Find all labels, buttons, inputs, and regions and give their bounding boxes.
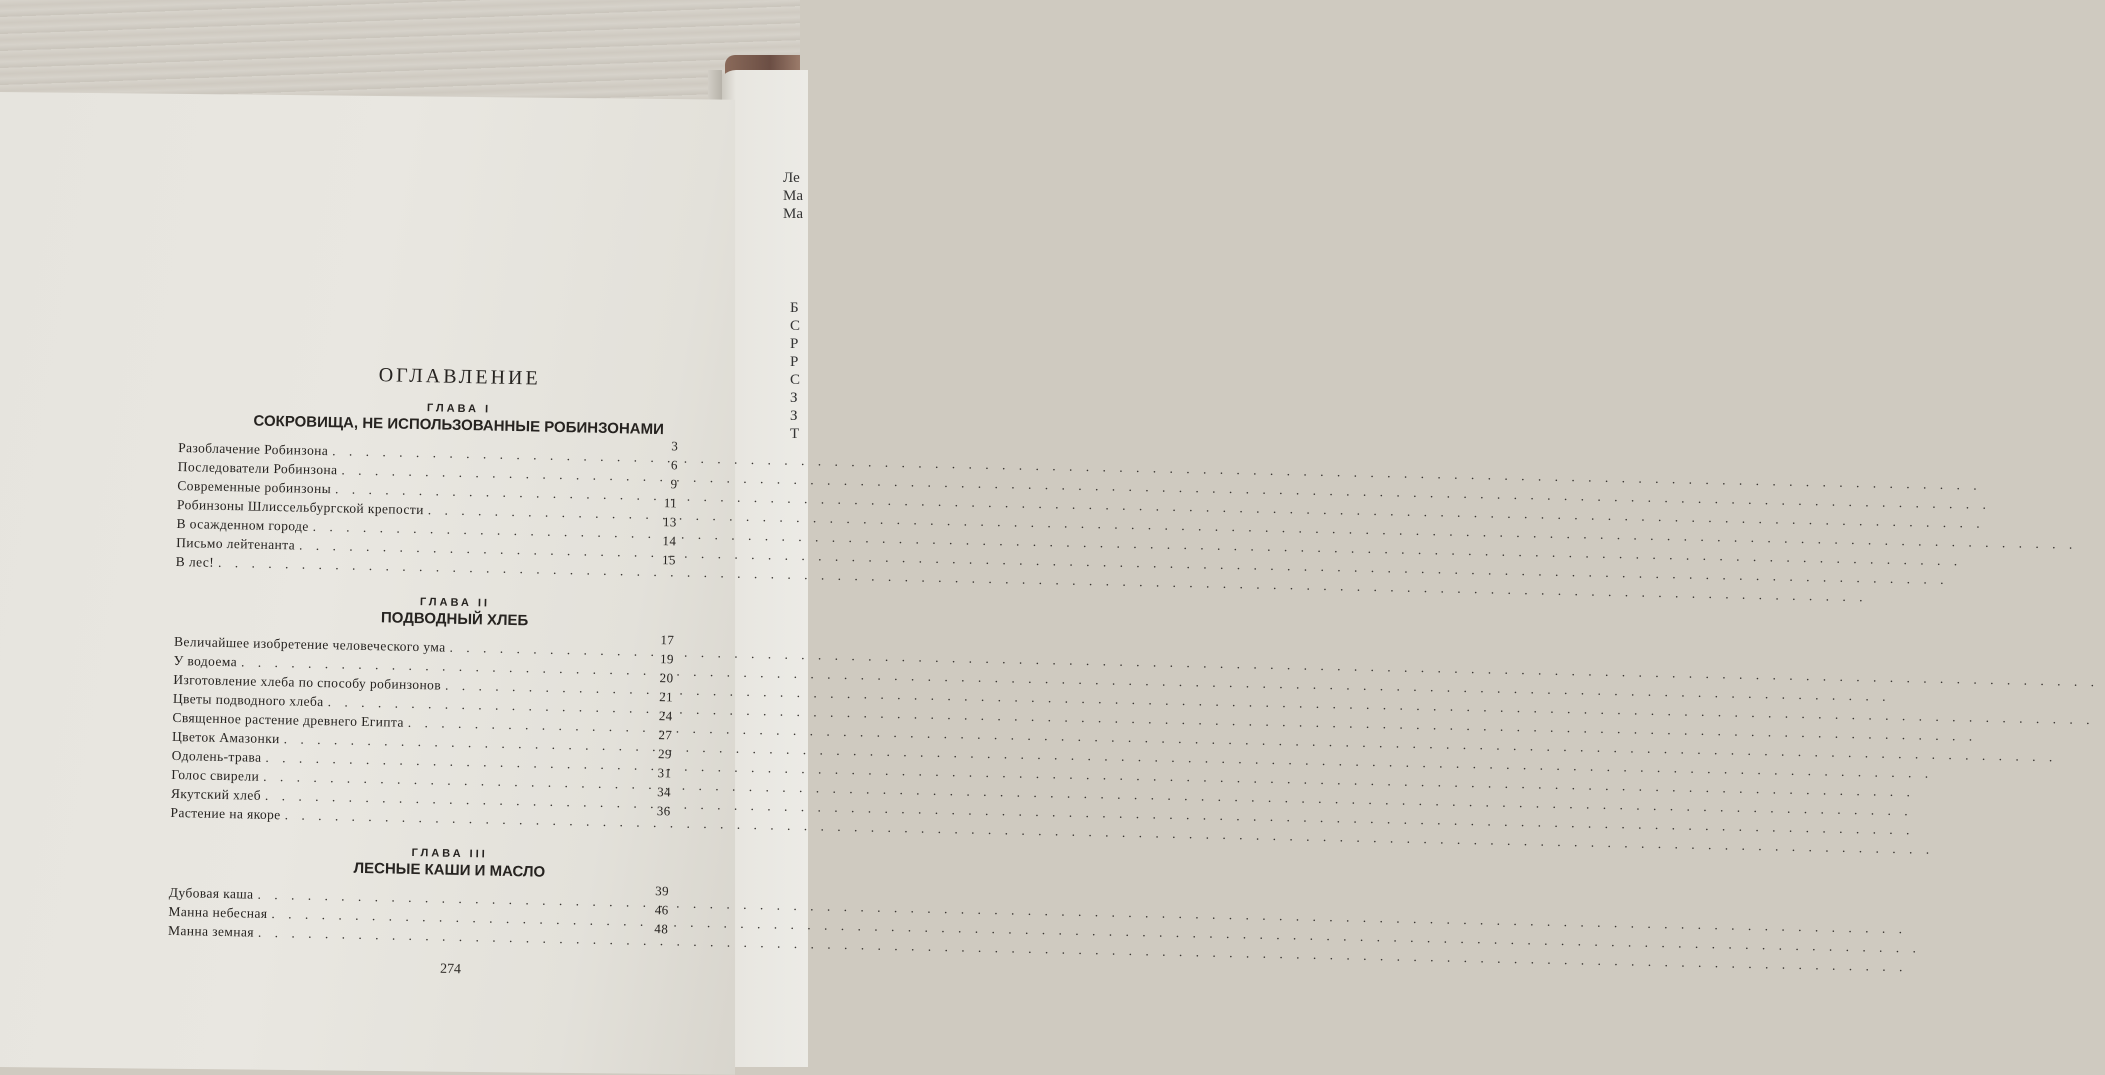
- facing-page-fragment: З: [790, 408, 798, 424]
- toc-entry-title: Современные робинзоны: [177, 477, 332, 497]
- page-number: 274: [439, 961, 462, 978]
- facing-page-fragment: С: [790, 318, 801, 334]
- table-of-contents: [167, 360, 719, 971]
- toc-entry-title: Голос свирели: [171, 766, 260, 784]
- chapter-title: ЛЕСНЫЕ КАШИ И МАСЛО: [353, 859, 546, 881]
- toc-entry-title: Робинзоны Шлиссельбургской крепости: [176, 496, 424, 518]
- toc-entry-title: Растение на якоре: [170, 804, 281, 823]
- chapter-label: ГЛАВА III: [411, 846, 488, 861]
- toc-entry-page: 29: [657, 746, 673, 762]
- toc-entry-title: Одолень-трава: [171, 747, 262, 765]
- chapter-3: [168, 842, 710, 953]
- toc-entry-page: 6: [670, 457, 679, 473]
- toc-entry-list: [170, 634, 714, 835]
- toc-entry-page: 19: [659, 651, 675, 667]
- facing-page-fragment: Р: [790, 336, 799, 352]
- toc-entry-page: 39: [655, 883, 670, 899]
- toc-entry-list: [176, 440, 719, 584]
- facing-page-fragment: Т: [790, 426, 800, 442]
- toc-entry-title: Величайшее изобретение человеческого ума: [173, 633, 446, 655]
- toc-entry-page: 36: [656, 803, 671, 819]
- toc-entry-title: Цветы подводного хлеба: [172, 690, 324, 710]
- facing-page-fragment: С: [790, 372, 801, 388]
- toc-entry-title: Священное растение древнего Египта: [172, 709, 405, 730]
- chapter-label: ГЛАВА II: [419, 596, 491, 610]
- toc-entry-page: 46: [654, 902, 669, 918]
- toc-entry-page: 11: [663, 495, 678, 511]
- toc-entry-page: 14: [662, 533, 677, 549]
- toc-entry-title: Последователи Робинзона: [177, 458, 338, 478]
- facing-page-fragment: Ле: [783, 170, 800, 186]
- facing-page-fragment: Ма: [783, 206, 803, 222]
- toc-entry-title: У водоема: [173, 652, 238, 670]
- toc-entry-page: 17: [660, 632, 675, 648]
- toc-entry-title: Манна небесная: [168, 903, 268, 921]
- toc-entry-page: 20: [659, 670, 674, 686]
- facing-page-fragment: З: [790, 390, 798, 406]
- toc-entry-page: 15: [661, 552, 677, 568]
- toc-entry-title: В лес!: [175, 553, 215, 570]
- chapter-label: ГЛАВА I: [426, 402, 492, 416]
- toc-entry-title: Письмо лейтенанта: [176, 534, 296, 553]
- toc-entry-title: Изготовление хлеба по способу робинзонов: [173, 671, 442, 693]
- toc-entry-page: 34: [657, 784, 672, 800]
- facing-page-fragment: Р: [790, 354, 799, 370]
- toc-entry-title: Дубовая каша: [168, 884, 254, 902]
- chapter-1: [176, 397, 720, 584]
- toc-entry-title: В осажденном городе: [176, 515, 309, 534]
- toc-entry-page: 24: [658, 708, 673, 724]
- chapter-2: [170, 591, 715, 835]
- toc-heading: ОГЛАВЛЕНИЕ: [378, 364, 541, 390]
- toc-entry-page: 48: [654, 921, 669, 937]
- toc-entry-page: 9: [670, 476, 678, 492]
- chapter-title: ПОДВОДНЫЙ ХЛЕБ: [380, 609, 529, 630]
- toc-entry-title: Цветок Амазонки: [171, 728, 280, 747]
- toc-entry-page: 31: [657, 765, 672, 781]
- toc-entry-page: 27: [658, 727, 673, 743]
- toc-entry-page: 13: [662, 514, 677, 530]
- toc-entry-list: [168, 885, 709, 953]
- toc-entry-title: Разоблачение Робинзона: [178, 439, 329, 459]
- facing-page-fragment: Ма: [783, 188, 803, 204]
- chapter-title: СОКРОВИЩА, НЕ ИСПОЛЬЗОВАННЫЕ РОБИНЗОНАМИ: [253, 412, 665, 439]
- toc-entry-title: Манна земная: [167, 922, 255, 940]
- toc-entry-title: Якутский хлеб: [170, 785, 262, 803]
- toc-entry-page: 21: [659, 689, 674, 705]
- facing-page-fragment: Б: [790, 300, 799, 316]
- toc-entry-page: 3: [671, 438, 679, 454]
